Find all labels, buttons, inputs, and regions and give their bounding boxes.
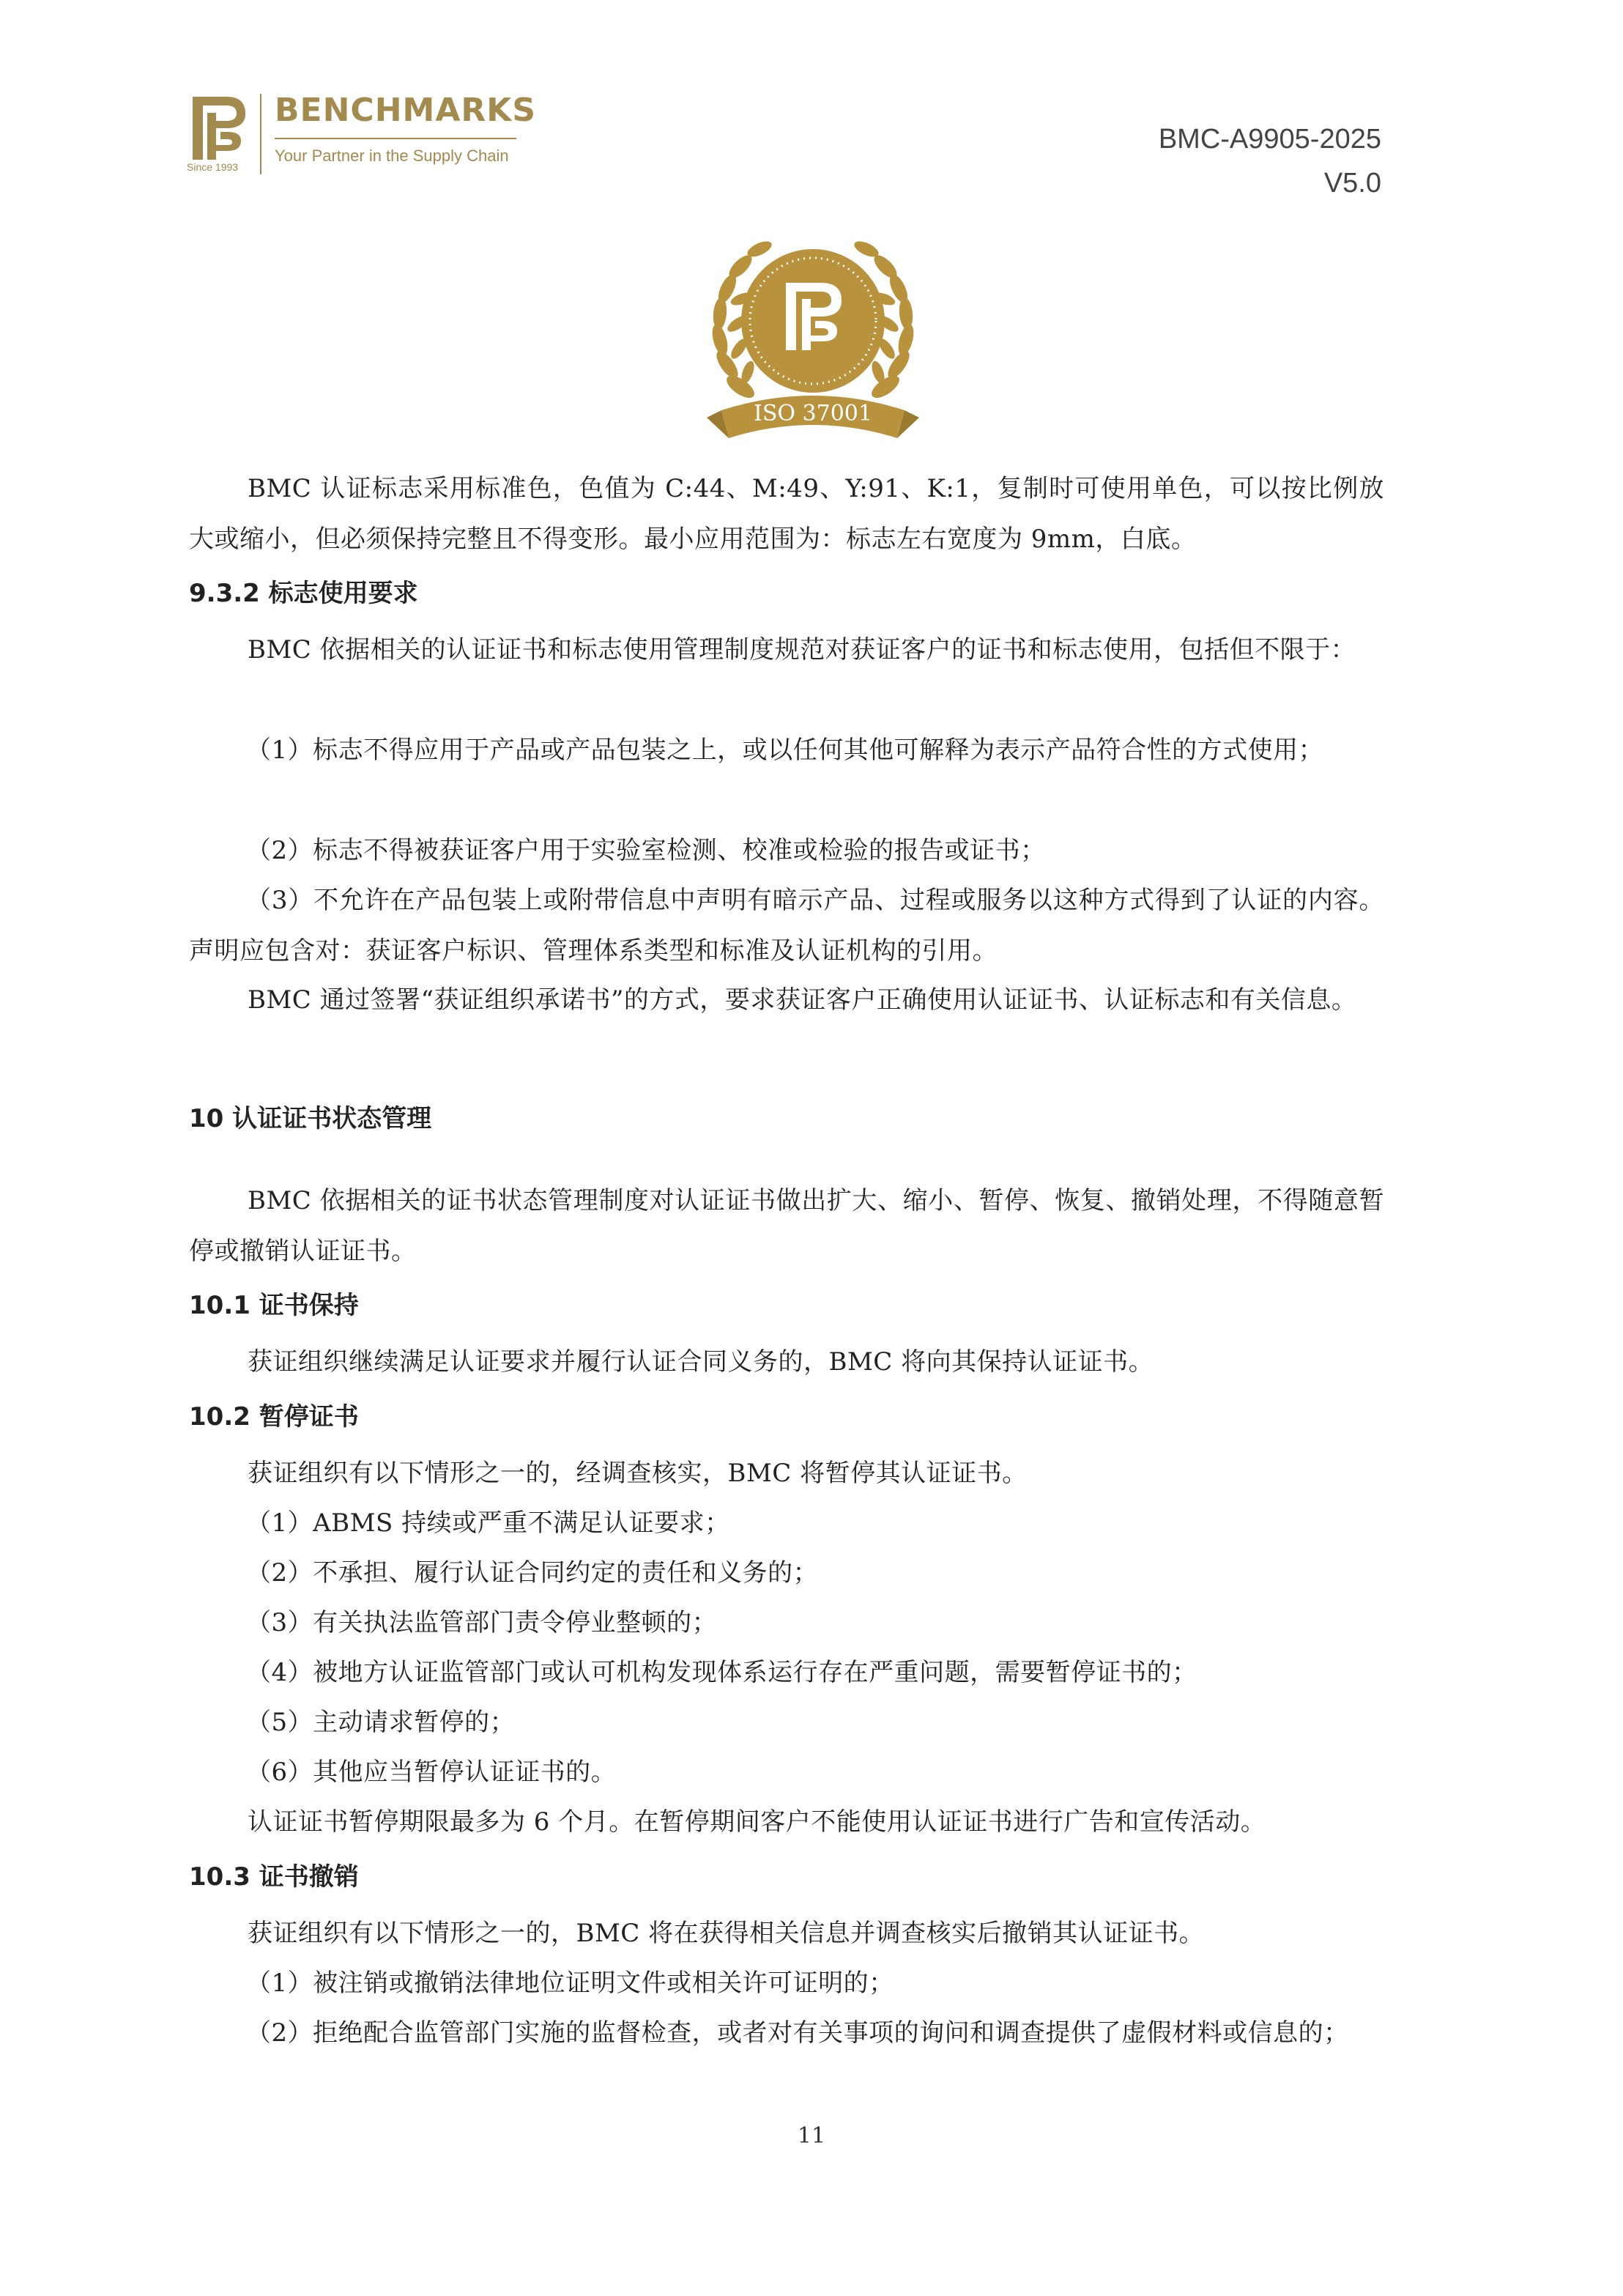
logo-since-text: Since 1993 [187, 161, 239, 173]
paragraph-9-3-2-commitment: BMC 通过签署“获证组织承诺书”的方式，要求获证客户正确使用认证证书、认证标志和有关信息。 [248, 985, 1357, 1015]
heading-9-3-2: 9.3.2 标志使用要求 [189, 579, 418, 608]
paragraph-10-intro: BMC 依据相关的证书状态管理制度对认证证书做出扩大、缩小、暂停、恢复、撤销处理，不得随意暂停或撤销认证证书。 [189, 1186, 1384, 1266]
document-version: V5.0 [1323, 168, 1381, 199]
paragraph-9-3-2-intro: BMC 依据相关的认证证书和标志使用管理制度规范对获证客户的证书和标志使用，包括但不限于： [248, 635, 1356, 664]
list-item-9-3-2-2: （2）标志不得被获证客户用于实验室检测、校准或检验的报告或证书； [246, 836, 1046, 865]
heading-10-2: 10.2 暂停证书 [189, 1402, 359, 1432]
list-item-10-3-1: （1）被注销或撤销法律地位证明文件或相关许可证明的； [246, 1969, 894, 1998]
list-item-10-3-2: （2）拒绝配合监管部门实施的监督检查，或者对有关事项的询问和调查提供了虚假材料或信息的； [246, 2018, 1349, 2048]
paragraph-logo-color: BMC 认证标志采用标准色，色值为 C:44、M:49、Y:91、K:1，复制时可使用单色，可以按比例放大或缩小，但必须保持完整且不得变形。最小应用范围为：标志左右宽度为 9mm，白底。 [189, 474, 1384, 554]
list-item-9-3-2-1: （1）标志不得应用于产品或产品包装之上，或以任何其他可解释为表示产品符合性的方式使用； [246, 736, 1324, 765]
list-item-10-2-2: （2）不承担、履行认证合同约定的责任和义务的； [246, 1558, 819, 1588]
page-number: 11 [797, 2123, 826, 2149]
heading-10-3: 10.3 证书撤销 [189, 1862, 359, 1892]
company-tagline: Your Partner in the Supply Chain [275, 147, 509, 165]
list-item-10-2-5: （5）主动请求暂停的； [246, 1708, 516, 1737]
company-name: BENCHMARKS [275, 92, 537, 129]
paragraph-10-3-intro: 获证组织有以下情形之一的，BMC 将在获得相关信息并调查核实后撤销其认证证书。 [248, 1919, 1205, 1948]
heading-10: 10 认证证书状态管理 [189, 1104, 432, 1133]
paragraph-10-1: 获证组织继续满足认证要求并履行认证合同义务的，BMC 将向其保持认证证书。 [248, 1347, 1154, 1377]
document-number: BMC-A9905-2025 [1158, 124, 1381, 155]
paragraph-10-2-intro: 获证组织有以下情形之一的，经调查核实，BMC 将暂停其认证证书。 [248, 1459, 1028, 1488]
list-item-9-3-2-3: （3）不允许在产品包装上或附带信息中声明有暗示产品、过程或服务以这种方式得到了认证的内容。声明应包含对：获证客户标识、管理体系类型和标准及认证机构的引用。 [189, 886, 1384, 966]
emblem-ribbon-text: ISO 37001 [754, 401, 872, 426]
list-item-10-2-1: （1）ABMS 持续或严重不满足认证要求； [246, 1508, 730, 1538]
list-item-10-2-4: （4）被地方认证监管部门或认可机构发现体系运行存在严重问题，需要暂停证书的； [246, 1658, 1197, 1687]
paragraph-10-2-limit: 认证证书暂停期限最多为 6 个月。在暂停期间客户不能使用认证证书进行广告和宣传活动。 [248, 1807, 1266, 1837]
list-item-10-2-3: （3）有关执法监管部门责令停业整顿的； [246, 1608, 718, 1637]
heading-10-1: 10.1 证书保持 [189, 1291, 359, 1320]
list-item-10-2-6: （6）其他应当暂停认证证书的。 [246, 1758, 617, 1787]
